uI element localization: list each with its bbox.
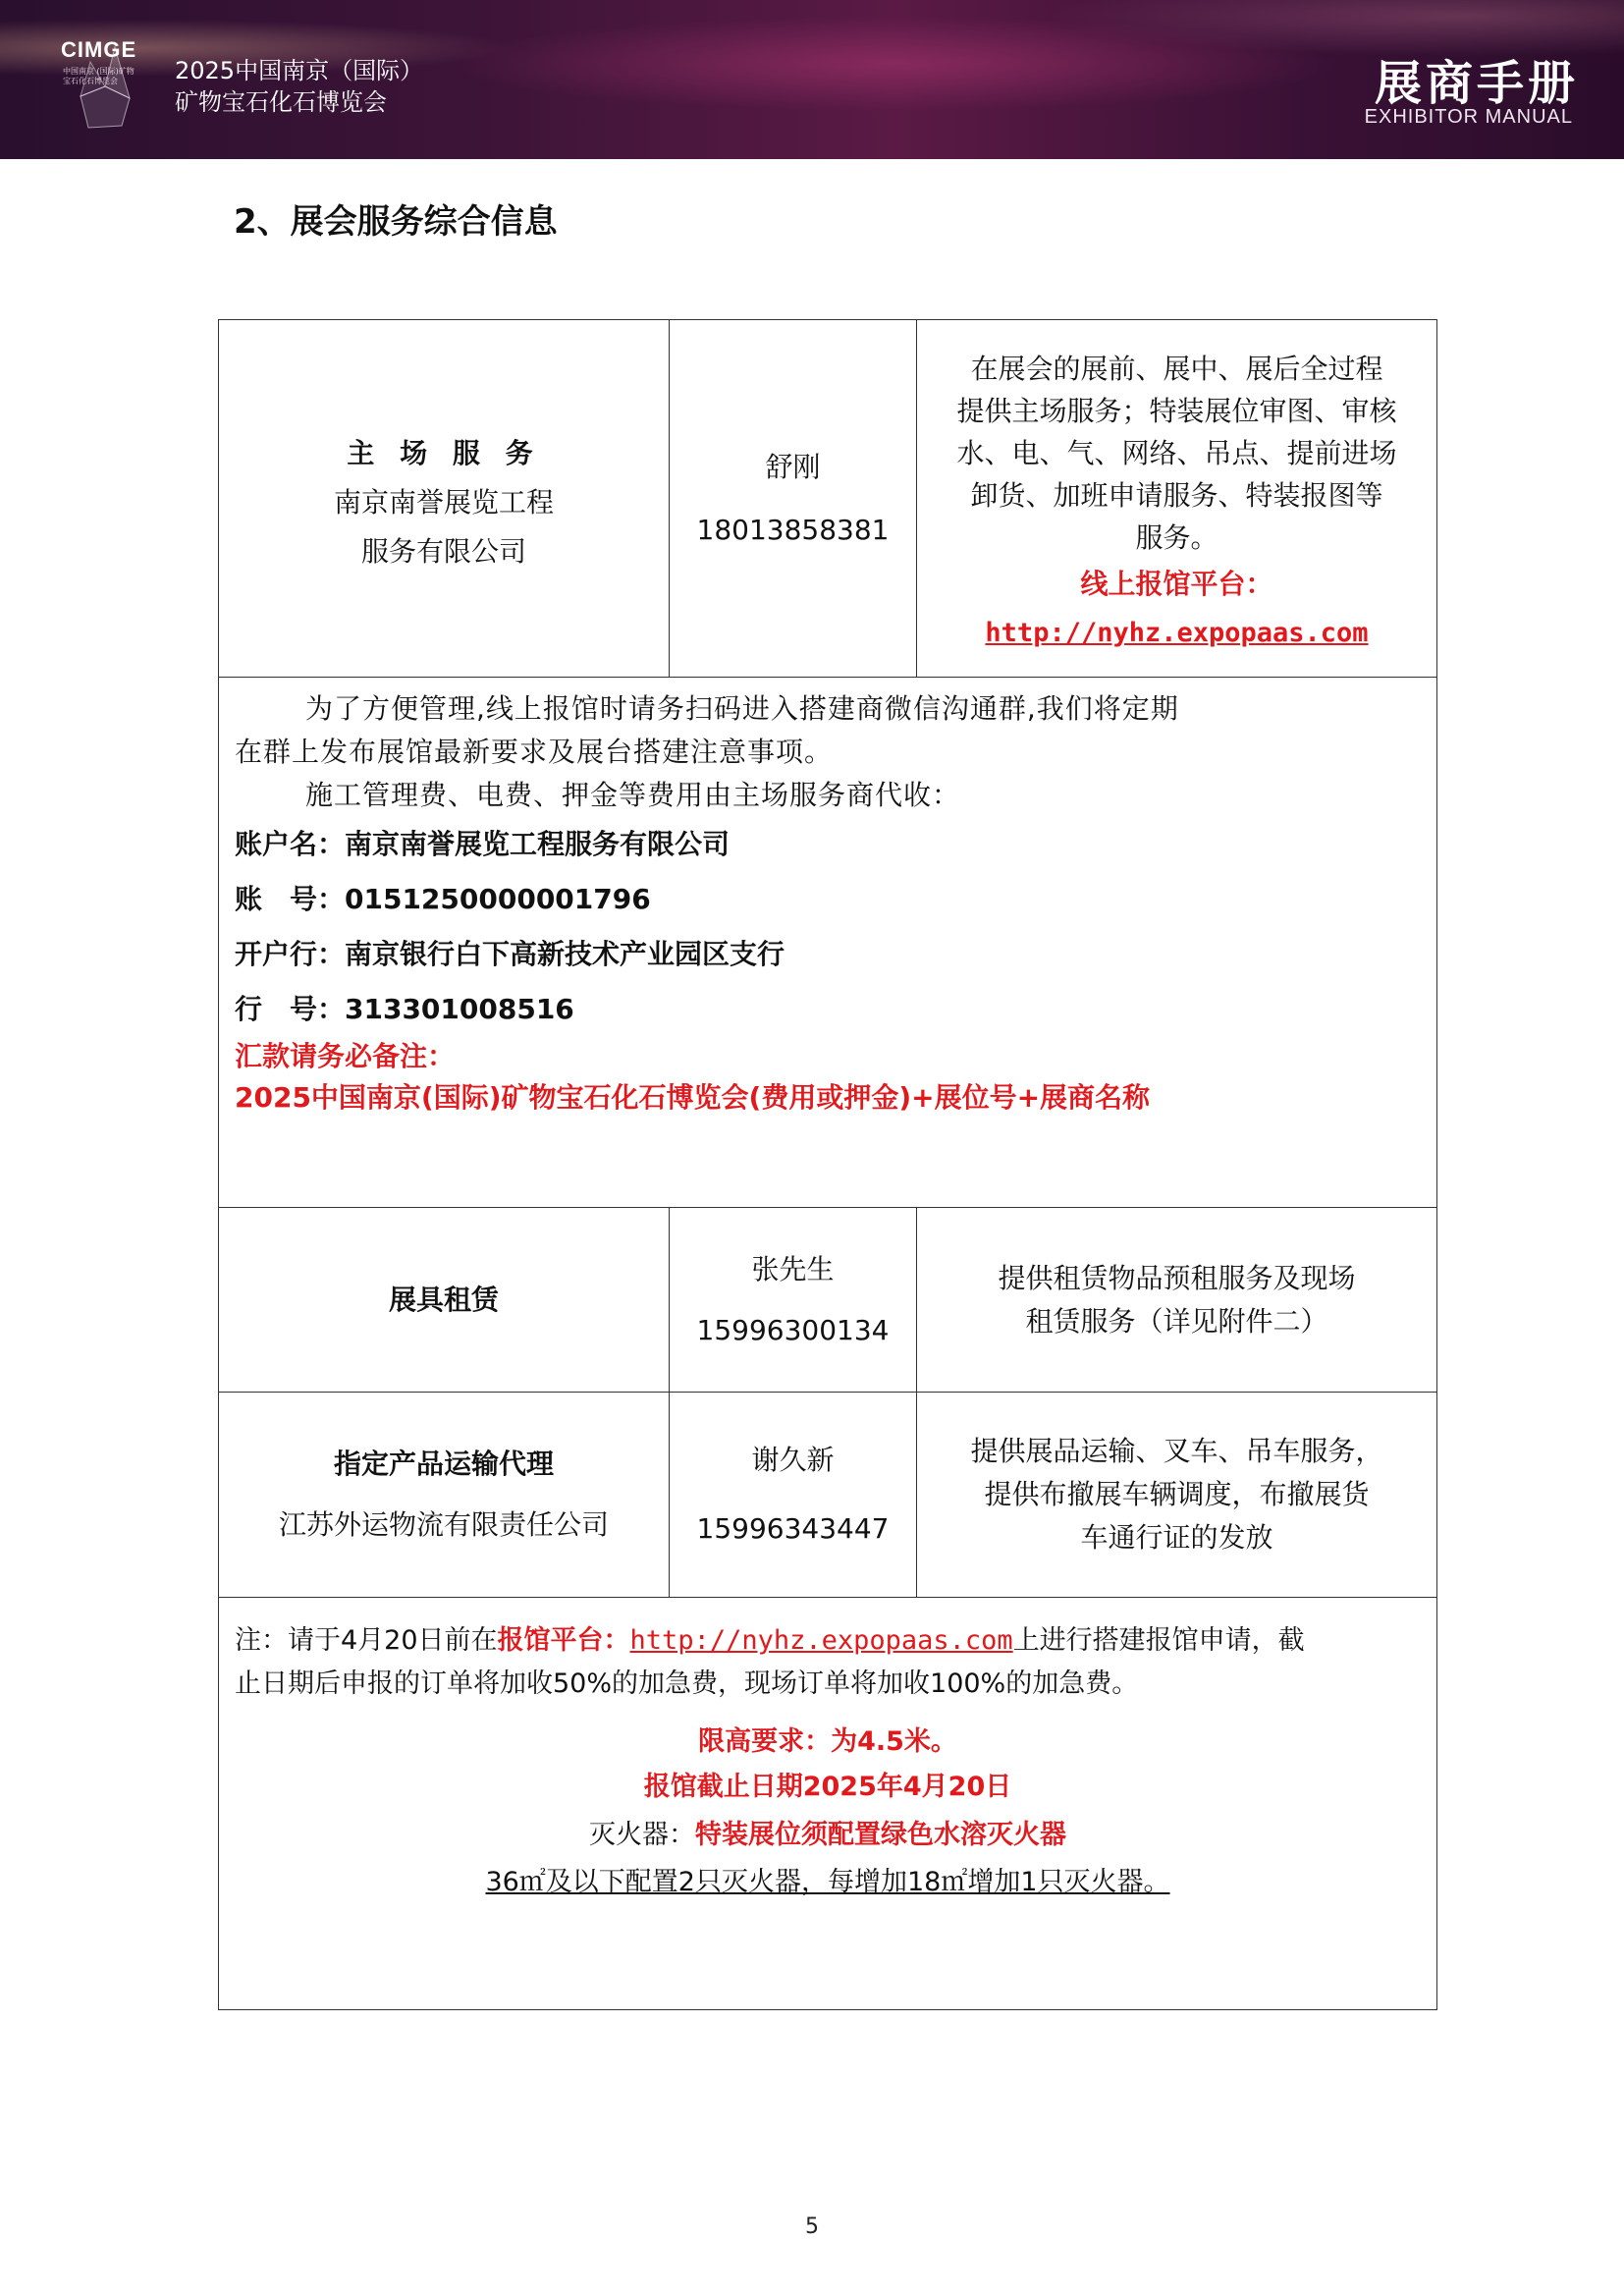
transport-contact-cell xyxy=(669,1392,917,1598)
manual-subtitle: EXHIBITOR MANUAL xyxy=(1364,106,1573,128)
notes-line1-suffix: 上进行搭建报馆申请，截 xyxy=(1012,1625,1305,1656)
transport-desc-line: 车通行证的发放 xyxy=(1080,1521,1273,1554)
extinguisher-label: 灭火器： xyxy=(589,1820,695,1850)
transport-company: 江苏外运物流有限责任公司 xyxy=(278,1508,609,1541)
main-service-desc-line: 卸货、加班申请服务、特装报图等 xyxy=(970,479,1383,512)
rental-name-cell xyxy=(218,1207,670,1393)
header-banner xyxy=(0,0,1624,159)
logo-subtitle: 中国南京 (国际)矿物宝石化石博览会 xyxy=(63,67,135,85)
payment-intro-line2: 在群上发布展馆最新要求及展台搭建注意事项。 xyxy=(235,736,834,768)
notes-block xyxy=(235,1619,1421,1904)
rental-contact-cell xyxy=(669,1207,917,1393)
main-service-title: 主 场 服 务 xyxy=(347,436,541,469)
main-service-desc-line: 服务。 xyxy=(1135,521,1218,554)
payment-intro-line3: 施工管理费、电费、押金等费用由主场服务商代收： xyxy=(305,779,961,811)
extinguisher-rule xyxy=(235,1861,1421,1904)
main-service-company-line1: 南京南誉展览工程 xyxy=(333,485,554,519)
notes-platform-url-link[interactable]: http://nyhz.expopaas.com xyxy=(629,1625,1013,1656)
bank-name: 开户行：南京银行白下高新技术产业园区支行 xyxy=(235,938,785,970)
payment-text-block xyxy=(235,687,1421,1120)
transport-contact-name: 谢久新 xyxy=(751,1444,835,1476)
remittance-note-label: 汇款请务必备注： xyxy=(235,1040,456,1072)
main-service-desc-line: 在展会的展前、展中、展后全过程 xyxy=(970,353,1383,385)
platform-url-link[interactable]: http://nyhz.expopaas.com xyxy=(985,618,1369,648)
notes-line2: 止日期后申报的订单将加收50%的加急费，现场订单将加收100%的加急费。 xyxy=(235,1668,1139,1699)
rental-desc-line2: 租赁服务（详见附件二） xyxy=(1025,1304,1328,1338)
main-service-company-line2: 服务有限公司 xyxy=(360,534,526,568)
expo-title-line1: 2025中国南京（国际） xyxy=(175,57,424,84)
transport-desc-cell xyxy=(916,1392,1437,1598)
extinguisher-text: 特装展位须配置绿色水溶灭火器 xyxy=(695,1820,1066,1850)
notes-line1-prefix: 注：请于4月20日前在 xyxy=(235,1625,498,1656)
expo-title-line2: 矿物宝石化石博览会 xyxy=(175,88,387,116)
rental-desc-cell xyxy=(916,1207,1437,1393)
service-info-table xyxy=(218,319,1437,2010)
notes-cell xyxy=(218,1597,1437,2010)
platform-label: 线上报馆平台： xyxy=(1080,568,1273,600)
rental-desc-line1: 提供租赁物品预租服务及现场 xyxy=(998,1261,1356,1294)
deadline: 报馆截止日期2025年4月20日 xyxy=(643,1772,1012,1802)
section-heading: 2、展会服务综合信息 xyxy=(234,202,558,242)
notes-platform-label: 报馆平台： xyxy=(497,1625,630,1656)
main-service-desc-cell xyxy=(916,319,1437,678)
rental-contact-name: 张先生 xyxy=(751,1252,835,1285)
payment-intro-line1: 为了方便管理,线上报馆时请务扫码进入搭建商微信沟通群,我们将定期 xyxy=(305,692,1179,725)
main-service-desc-line: 提供主场服务；特装展位审图、审核 xyxy=(956,395,1397,427)
main-service-contact-cell xyxy=(669,319,917,678)
rental-title: 展具租赁 xyxy=(388,1283,499,1316)
rental-contact-phone: 15996300134 xyxy=(696,1313,890,1346)
account-name: 账户名：南京南誉展览工程服务有限公司 xyxy=(235,828,731,860)
main-service-contact-phone: 18013858381 xyxy=(696,513,890,546)
remittance-note-text: 2025中国南京(国际)矿物宝石化石博览会(费用或押金)+展位号+展商名称 xyxy=(235,1081,1151,1114)
transport-name-cell xyxy=(218,1392,670,1598)
payment-info-cell xyxy=(218,677,1437,1208)
extinguisher-rule-text: 36㎡及以下配置2只灭火器，每增加18㎡增加1只灭火器。 xyxy=(485,1867,1170,1897)
extinguisher-line xyxy=(235,1810,1421,1861)
main-service-contact-name: 舒刚 xyxy=(765,450,821,483)
height-limit: 限高要求：为4.5米。 xyxy=(698,1726,957,1757)
logo-text: CIMGE xyxy=(61,37,137,62)
notes-line1 xyxy=(235,1619,1421,1663)
transport-desc-line: 提供展品运输、叉车、吊车服务， xyxy=(970,1435,1383,1467)
transport-desc-line: 提供布撤展车辆调度，布撤展货 xyxy=(984,1478,1370,1510)
transport-contact-phone: 15996343447 xyxy=(696,1512,890,1545)
main-service-desc-line: 水、电、气、网络、吊点、提前进场 xyxy=(956,437,1397,469)
transport-title: 指定产品运输代理 xyxy=(333,1448,554,1480)
manual-title: 展商手册 xyxy=(1374,56,1579,111)
expo-title xyxy=(175,55,423,118)
main-service-name-cell xyxy=(218,319,670,678)
page-number: 5 xyxy=(805,2214,819,2239)
bank-code: 行 号：313301008516 xyxy=(235,993,574,1025)
account-number: 账 号：0151250000001796 xyxy=(235,883,651,915)
